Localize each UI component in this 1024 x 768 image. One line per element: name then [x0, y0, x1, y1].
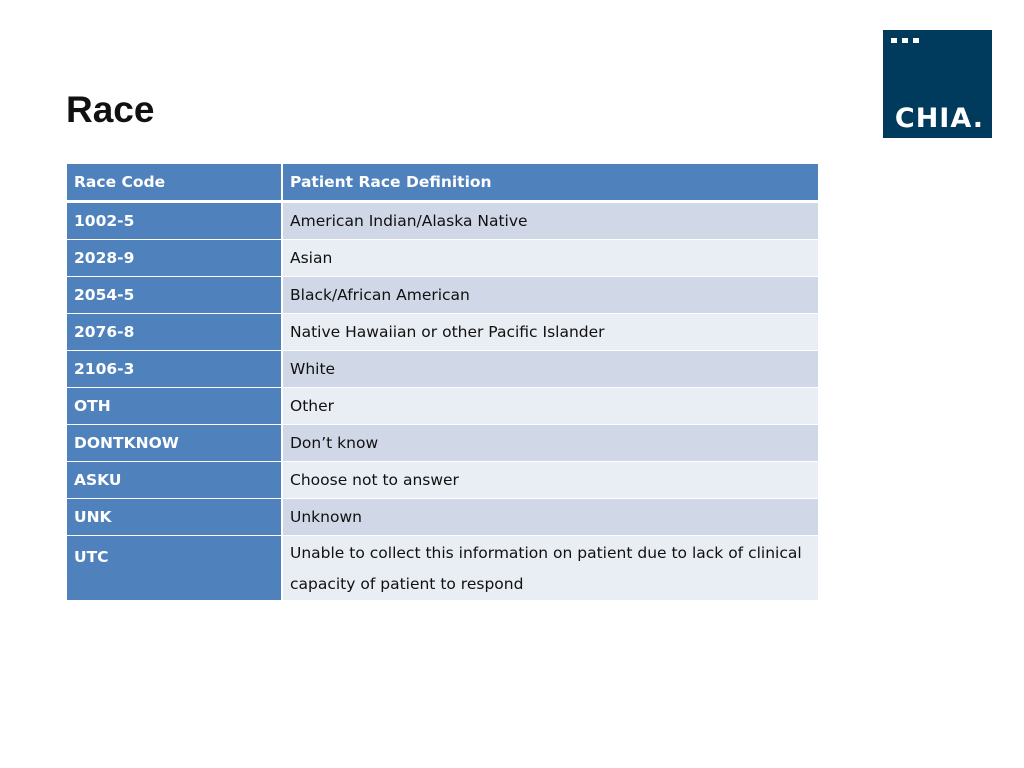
table-row [67, 425, 818, 462]
race-definition-cell: Native Hawaiian or other Pacific Islander [282, 314, 818, 351]
race-definition-cell: Don’t know [282, 425, 818, 462]
race-code-cell: 2076-8 [67, 314, 282, 351]
race-code-cell: UTC [67, 536, 282, 601]
table-row [67, 536, 818, 601]
page-title: Race [66, 89, 155, 130]
table-row [67, 277, 818, 314]
logo-dot-icon [891, 38, 897, 43]
table-row [67, 314, 818, 351]
race-definition-cell: Choose not to answer [282, 462, 818, 499]
race-code-cell: DONTKNOW [67, 425, 282, 462]
race-code-cell: ASKU [67, 462, 282, 499]
table-row [67, 499, 818, 536]
race-definition-cell: Black/African American [282, 277, 818, 314]
race-code-cell: 2106-3 [67, 351, 282, 388]
race-definition-cell: White [282, 351, 818, 388]
column-header-race-code: Race Code [67, 164, 282, 202]
race-definition-cell: Unknown [282, 499, 818, 536]
race-table [67, 164, 818, 601]
table-row [67, 240, 818, 277]
race-code-cell: UNK [67, 499, 282, 536]
table-row [67, 351, 818, 388]
race-code-cell: 2054-5 [67, 277, 282, 314]
column-header-definition: Patient Race Definition [282, 164, 818, 202]
chia-logo [883, 30, 992, 138]
table-header-row [67, 164, 818, 202]
race-definition-cell: Unable to collect this information on patient due to lack of clinical capacity of patient to respond [282, 536, 818, 601]
table-row [67, 462, 818, 499]
race-code-cell: 1002-5 [67, 202, 282, 240]
table-row [67, 388, 818, 425]
logo-dot-icon [902, 38, 908, 43]
table-row [67, 202, 818, 240]
race-definition-cell: American Indian/Alaska Native [282, 202, 818, 240]
logo-dot-icon [913, 38, 919, 43]
race-definition-cell: Asian [282, 240, 818, 277]
race-code-cell: 2028-9 [67, 240, 282, 277]
race-definition-cell: Other [282, 388, 818, 425]
race-code-cell: OTH [67, 388, 282, 425]
logo-wordmark: CHIA. [894, 103, 984, 134]
